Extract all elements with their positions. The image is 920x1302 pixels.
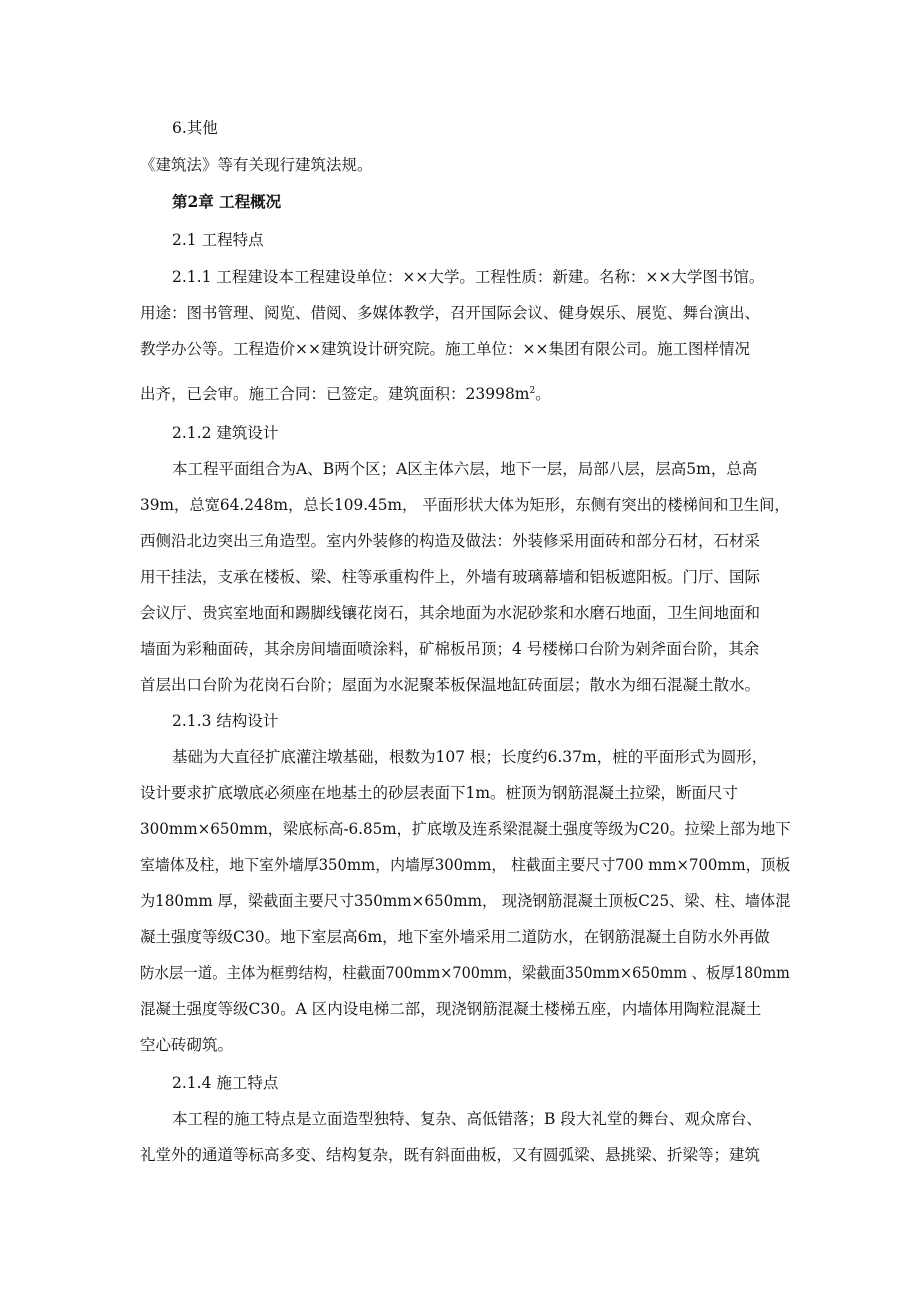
section-2-1-4-heading: 2.1.4 施工特点 (172, 1074, 279, 1092)
area-text: 出齐，已会审。施工合同：已签定。建筑面积：23998m (140, 385, 530, 404)
paragraph-line: 混凝土强度等级C30。A 区内设电梯二部，现浇钢筋混凝土楼梯五座，内墙体用陶粒混凝土 (140, 1000, 762, 1018)
paragraph-line: 室墙体及柱，地下室外墙厚350mm，内墙厚300mm， 柱截面主要尺寸700 mm×700mm，顶板 (140, 856, 791, 874)
chapter-2-title: 第2章 工程概况 (172, 192, 282, 211)
area-superscript: 2 (529, 386, 536, 396)
paragraph-line: 教学办公等。工程造价××建筑设计研究院。施工单位：××集团有限公司。施工图样情况 (140, 340, 750, 358)
section-2-1-2-heading: 2.1.2 建筑设计 (172, 424, 279, 442)
paragraph-line: 会议厅、贵宾室地面和踢脚线镶花岗石，其余地面为水泥砂浆和水磨石地面，卫生间地面和 (140, 604, 761, 622)
section-2-1-heading: 2.1 工程特点 (172, 231, 264, 249)
section-6-body: 《建筑法》等有关现行建筑法规。 (140, 156, 373, 174)
section-2-1-1-line: 2.1.1 工程建设本工程建设单位：××大学。工程性质：新建。名称：××大学图书馆。 (172, 268, 765, 286)
paragraph-line: 本工程平面组合为A、B两个区；A区主体六层，地下一层，局部八层，层高5m，总高 (172, 460, 758, 478)
paragraph-line: 设计要求扩底墩底必须座在地基土的砂层表面下1m。桩顶为钢筋混凝土拉梁，断面尺寸 (140, 784, 739, 802)
section-2-1-3-heading: 2.1.3 结构设计 (172, 712, 279, 730)
paragraph-line: 礼堂外的通道等标高多变、结构复杂，既有斜面曲板，又有圆弧梁、悬挑梁、折梁等；建筑 (140, 1146, 761, 1164)
paragraph-line: 本工程的施工特点是立面造型独特、复杂、高低错落；B 段大礼堂的舞台、观众席台、 (172, 1110, 762, 1128)
paragraph-line: 基础为大直径扩底灌注墩基础，根数为107 根；长度约6.37m，桩的平面形式为圆形， (172, 748, 768, 766)
section-6-title: 6.其他 (172, 119, 218, 137)
paragraph-line: 300mm×650mm，梁底标高-6.85m，扩底墩及连系梁混凝土强度等级为C20。拉梁上部为地下 (140, 820, 791, 838)
paragraph-line: 首层出口台阶为花岗石台阶；屋面为水泥聚苯板保温地缸砖面层；散水为细石混凝土散水。 (140, 676, 761, 694)
paragraph-line: 凝土强度等级C30。地下室层高6m，地下室外墙采用二道防水，在钢筋混凝土自防水外再做 (140, 928, 770, 946)
area-text-end: 。 (535, 385, 551, 404)
paragraph-line-area (140, 380, 551, 405)
paragraph-line: 为180mm 厚，梁截面主要尺寸350mm×650mm， 现浇钢筋混凝土顶板C25、梁、柱、墙体混 (140, 892, 791, 910)
paragraph-line: 39m，总宽64.248m，总长109.45m， 平面形状大体为矩形，东侧有突出的楼梯间和卫生间， (140, 496, 790, 514)
paragraph-line: 空心砖砌筑。 (140, 1036, 234, 1054)
paragraph-line: 防水层一道。主体为框剪结构，柱截面700mm×700mm，梁截面350mm×650mm 、板厚180mm (140, 964, 790, 982)
paragraph-line: 西侧沿北边突出三角造型。室内外装修的构造及做法：外装修采用面砖和部分石材，石材采 (140, 532, 761, 550)
paragraph-line: 用干挂法，支承在楼板、梁、柱等承重构件上，外墙有玻璃幕墙和铝板遮阳板。门厅、国际 (140, 568, 761, 586)
paragraph-line: 用途：图书管理、阅览、借阅、多媒体教学，召开国际会议、健身娱乐、展览、舞台演出、 (140, 304, 761, 322)
paragraph-line: 墙面为彩釉面砖，其余房间墙面喷涂料，矿棉板吊顶；4 号楼梯口台阶为剁斧面台阶，其余 (140, 640, 760, 658)
